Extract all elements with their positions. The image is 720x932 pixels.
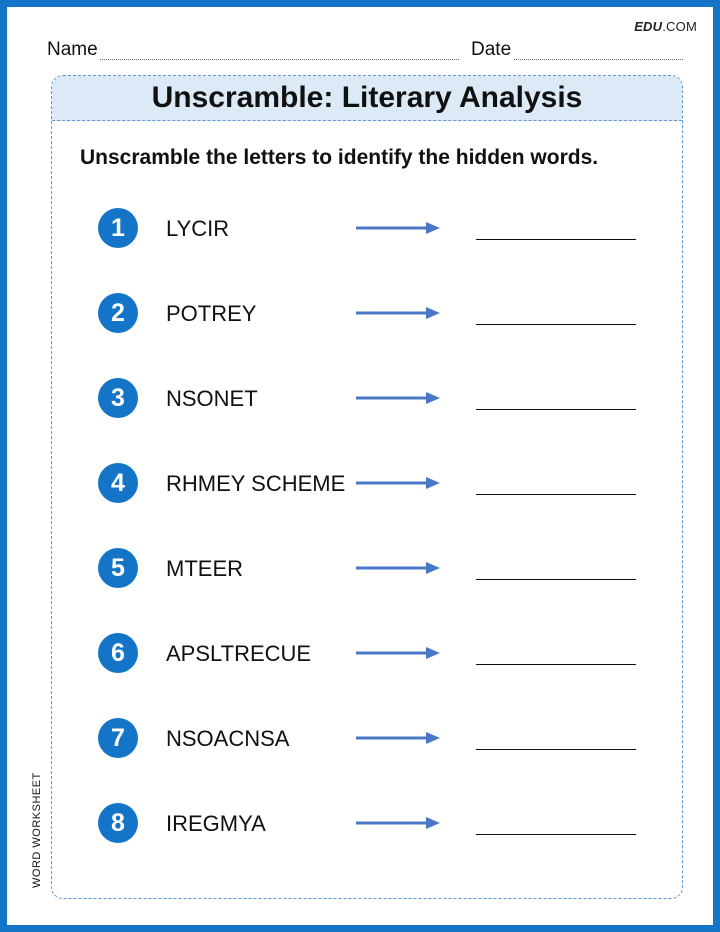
date-field[interactable]	[471, 39, 683, 61]
scrambled-word: MTEER	[166, 556, 243, 581]
name-field[interactable]	[47, 39, 459, 61]
number-badge: 2	[98, 293, 138, 333]
side-label: WORD WORKSHEET	[31, 772, 43, 888]
list-item	[98, 548, 658, 592]
answer-line[interactable]	[476, 409, 636, 410]
arrow-right-icon	[356, 475, 440, 491]
arrow-right-icon	[356, 815, 440, 831]
edu-logo: EDU.COM	[634, 19, 697, 34]
answer-line[interactable]	[476, 664, 636, 665]
instructions: Unscramble the letters to identify the hidden words.	[80, 146, 599, 169]
scrambled-word: NSOACNSA	[166, 726, 290, 751]
date-label: Date	[471, 39, 512, 60]
number-badge: 5	[98, 548, 138, 588]
scrambled-word: NSONET	[166, 386, 258, 411]
list-item	[98, 293, 658, 337]
number-badge: 6	[98, 633, 138, 673]
scrambled-word: POTREY	[166, 301, 257, 326]
name-date-row	[47, 39, 669, 63]
list-item	[98, 378, 658, 422]
answer-line[interactable]	[476, 579, 636, 580]
number-badge: 4	[98, 463, 138, 503]
list-item	[98, 208, 658, 252]
arrow-right-icon	[356, 560, 440, 576]
answer-line[interactable]	[476, 324, 636, 325]
arrow-right-icon	[356, 305, 440, 321]
scrambled-word: IREGMYA	[166, 811, 266, 836]
answer-line[interactable]	[476, 494, 636, 495]
number-badge: 1	[98, 208, 138, 248]
list-item	[98, 633, 658, 677]
name-dotted-line	[47, 59, 459, 60]
number-badge: 3	[98, 378, 138, 418]
number-badge: 7	[98, 718, 138, 758]
worksheet-title: Unscramble: Literary Analysis	[151, 81, 583, 114]
number-badge: 8	[98, 803, 138, 843]
arrow-right-icon	[356, 730, 440, 746]
answer-line[interactable]	[476, 834, 636, 835]
list-item	[98, 463, 658, 507]
answer-line[interactable]	[476, 239, 636, 240]
scrambled-word: LYCIR	[166, 216, 230, 241]
scrambled-word: RHMEY SCHEME	[166, 471, 346, 496]
arrow-right-icon	[356, 220, 440, 236]
arrow-right-icon	[356, 390, 440, 406]
title-bar	[52, 76, 682, 121]
worksheet-card	[51, 75, 683, 899]
list-item	[98, 718, 658, 762]
name-label: Name	[47, 39, 98, 60]
arrow-right-icon	[356, 645, 440, 661]
list-item	[98, 803, 658, 847]
scrambled-word: APSLTRECUE	[166, 641, 312, 666]
answer-line[interactable]	[476, 749, 636, 750]
